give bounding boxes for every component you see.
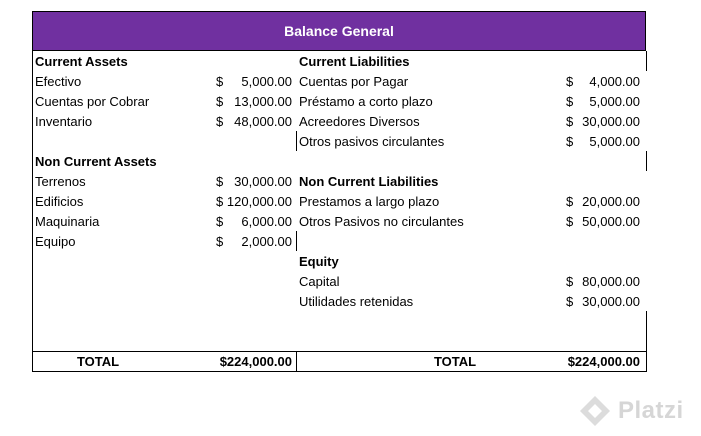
liabilities-total-value: $224,000.00 <box>567 354 640 369</box>
liability-amount: 4,000.00 <box>589 74 640 89</box>
divider-segment-1 <box>296 131 297 151</box>
asset-amount: 30,000.00 <box>234 174 292 189</box>
currency-symbol: $ <box>566 294 574 309</box>
asset-label: Inventario <box>35 114 93 129</box>
equity-heading: Equity <box>299 254 339 269</box>
sheet-title: Balance General <box>32 11 646 51</box>
liability-amount: 30,000.00 <box>582 114 640 129</box>
noncurrent-assets-heading: Non Current Assets <box>35 154 157 169</box>
asset-amount: 13,000.00 <box>234 94 292 109</box>
liability-amount: 50,000.00 <box>582 214 640 229</box>
asset-label: Maquinaria <box>35 214 100 229</box>
liability-label: Otros pasivos circulantes <box>299 134 445 149</box>
equity-amount: 30,000.00 <box>582 294 640 309</box>
divider-segment-3 <box>296 351 297 372</box>
asset-label: Efectivo <box>35 74 82 89</box>
currency-symbol: $ <box>216 214 224 229</box>
asset-amount: 2,000.00 <box>241 234 292 249</box>
liability-label: Prestamos a largo plazo <box>299 194 440 209</box>
currency-symbol: $ <box>566 114 574 129</box>
currency-symbol: $ <box>216 114 224 129</box>
liability-amount: 5,000.00 <box>589 134 640 149</box>
equity-amount: 80,000.00 <box>582 274 640 289</box>
currency-symbol: $ <box>216 74 224 89</box>
asset-label: Cuentas por Cobrar <box>35 94 150 109</box>
liability-label: Cuentas por Pagar <box>299 74 409 89</box>
currency-symbol: $ <box>216 234 224 249</box>
noncurrent-liabilities-heading: Non Current Liabilities <box>299 174 439 189</box>
current-liabilities-heading: Current Liabilities <box>299 54 410 69</box>
currency-symbol: $ <box>566 194 574 209</box>
asset-label: Edificios <box>35 194 84 209</box>
asset-label: Equipo <box>35 234 76 249</box>
right-border-bottom <box>646 311 647 372</box>
currency-symbol: $ <box>566 134 574 149</box>
liability-label: Acreedores Diversos <box>299 114 420 129</box>
currency-symbol: $ <box>566 94 574 109</box>
divider-segment-2 <box>296 231 297 251</box>
right-border-top <box>646 51 647 71</box>
currency-symbol: $ <box>216 174 224 189</box>
liability-amount: 20,000.00 <box>582 194 640 209</box>
current-assets-heading: Current Assets <box>35 54 128 69</box>
asset-amount: 6,000.00 <box>241 214 292 229</box>
currency-symbol: $ <box>566 274 574 289</box>
currency-symbol: $ <box>566 74 574 89</box>
left-border <box>32 51 33 372</box>
liability-amount: 5,000.00 <box>589 94 640 109</box>
watermark-text: Platzi <box>618 397 684 424</box>
liability-label: Préstamo a corto plazo <box>299 94 433 109</box>
assets-total-label: TOTAL <box>76 354 120 369</box>
asset-amount: 120,000.00 <box>226 194 292 209</box>
liability-label: Otros Pasivos no circulantes <box>299 214 464 229</box>
right-border-mid <box>646 151 647 171</box>
equity-label: Capital <box>299 274 340 289</box>
assets-total-value: $224,000.00 <box>219 354 292 369</box>
asset-amount: 5,000.00 <box>241 74 292 89</box>
equity-label: Utilidades retenidas <box>299 294 414 309</box>
currency-symbol: $ <box>216 194 224 209</box>
asset-amount: 48,000.00 <box>234 114 292 129</box>
liabilities-total-label: TOTAL <box>433 354 477 369</box>
asset-label: Terrenos <box>35 174 86 189</box>
currency-symbol: $ <box>566 214 574 229</box>
currency-symbol: $ <box>216 94 224 109</box>
